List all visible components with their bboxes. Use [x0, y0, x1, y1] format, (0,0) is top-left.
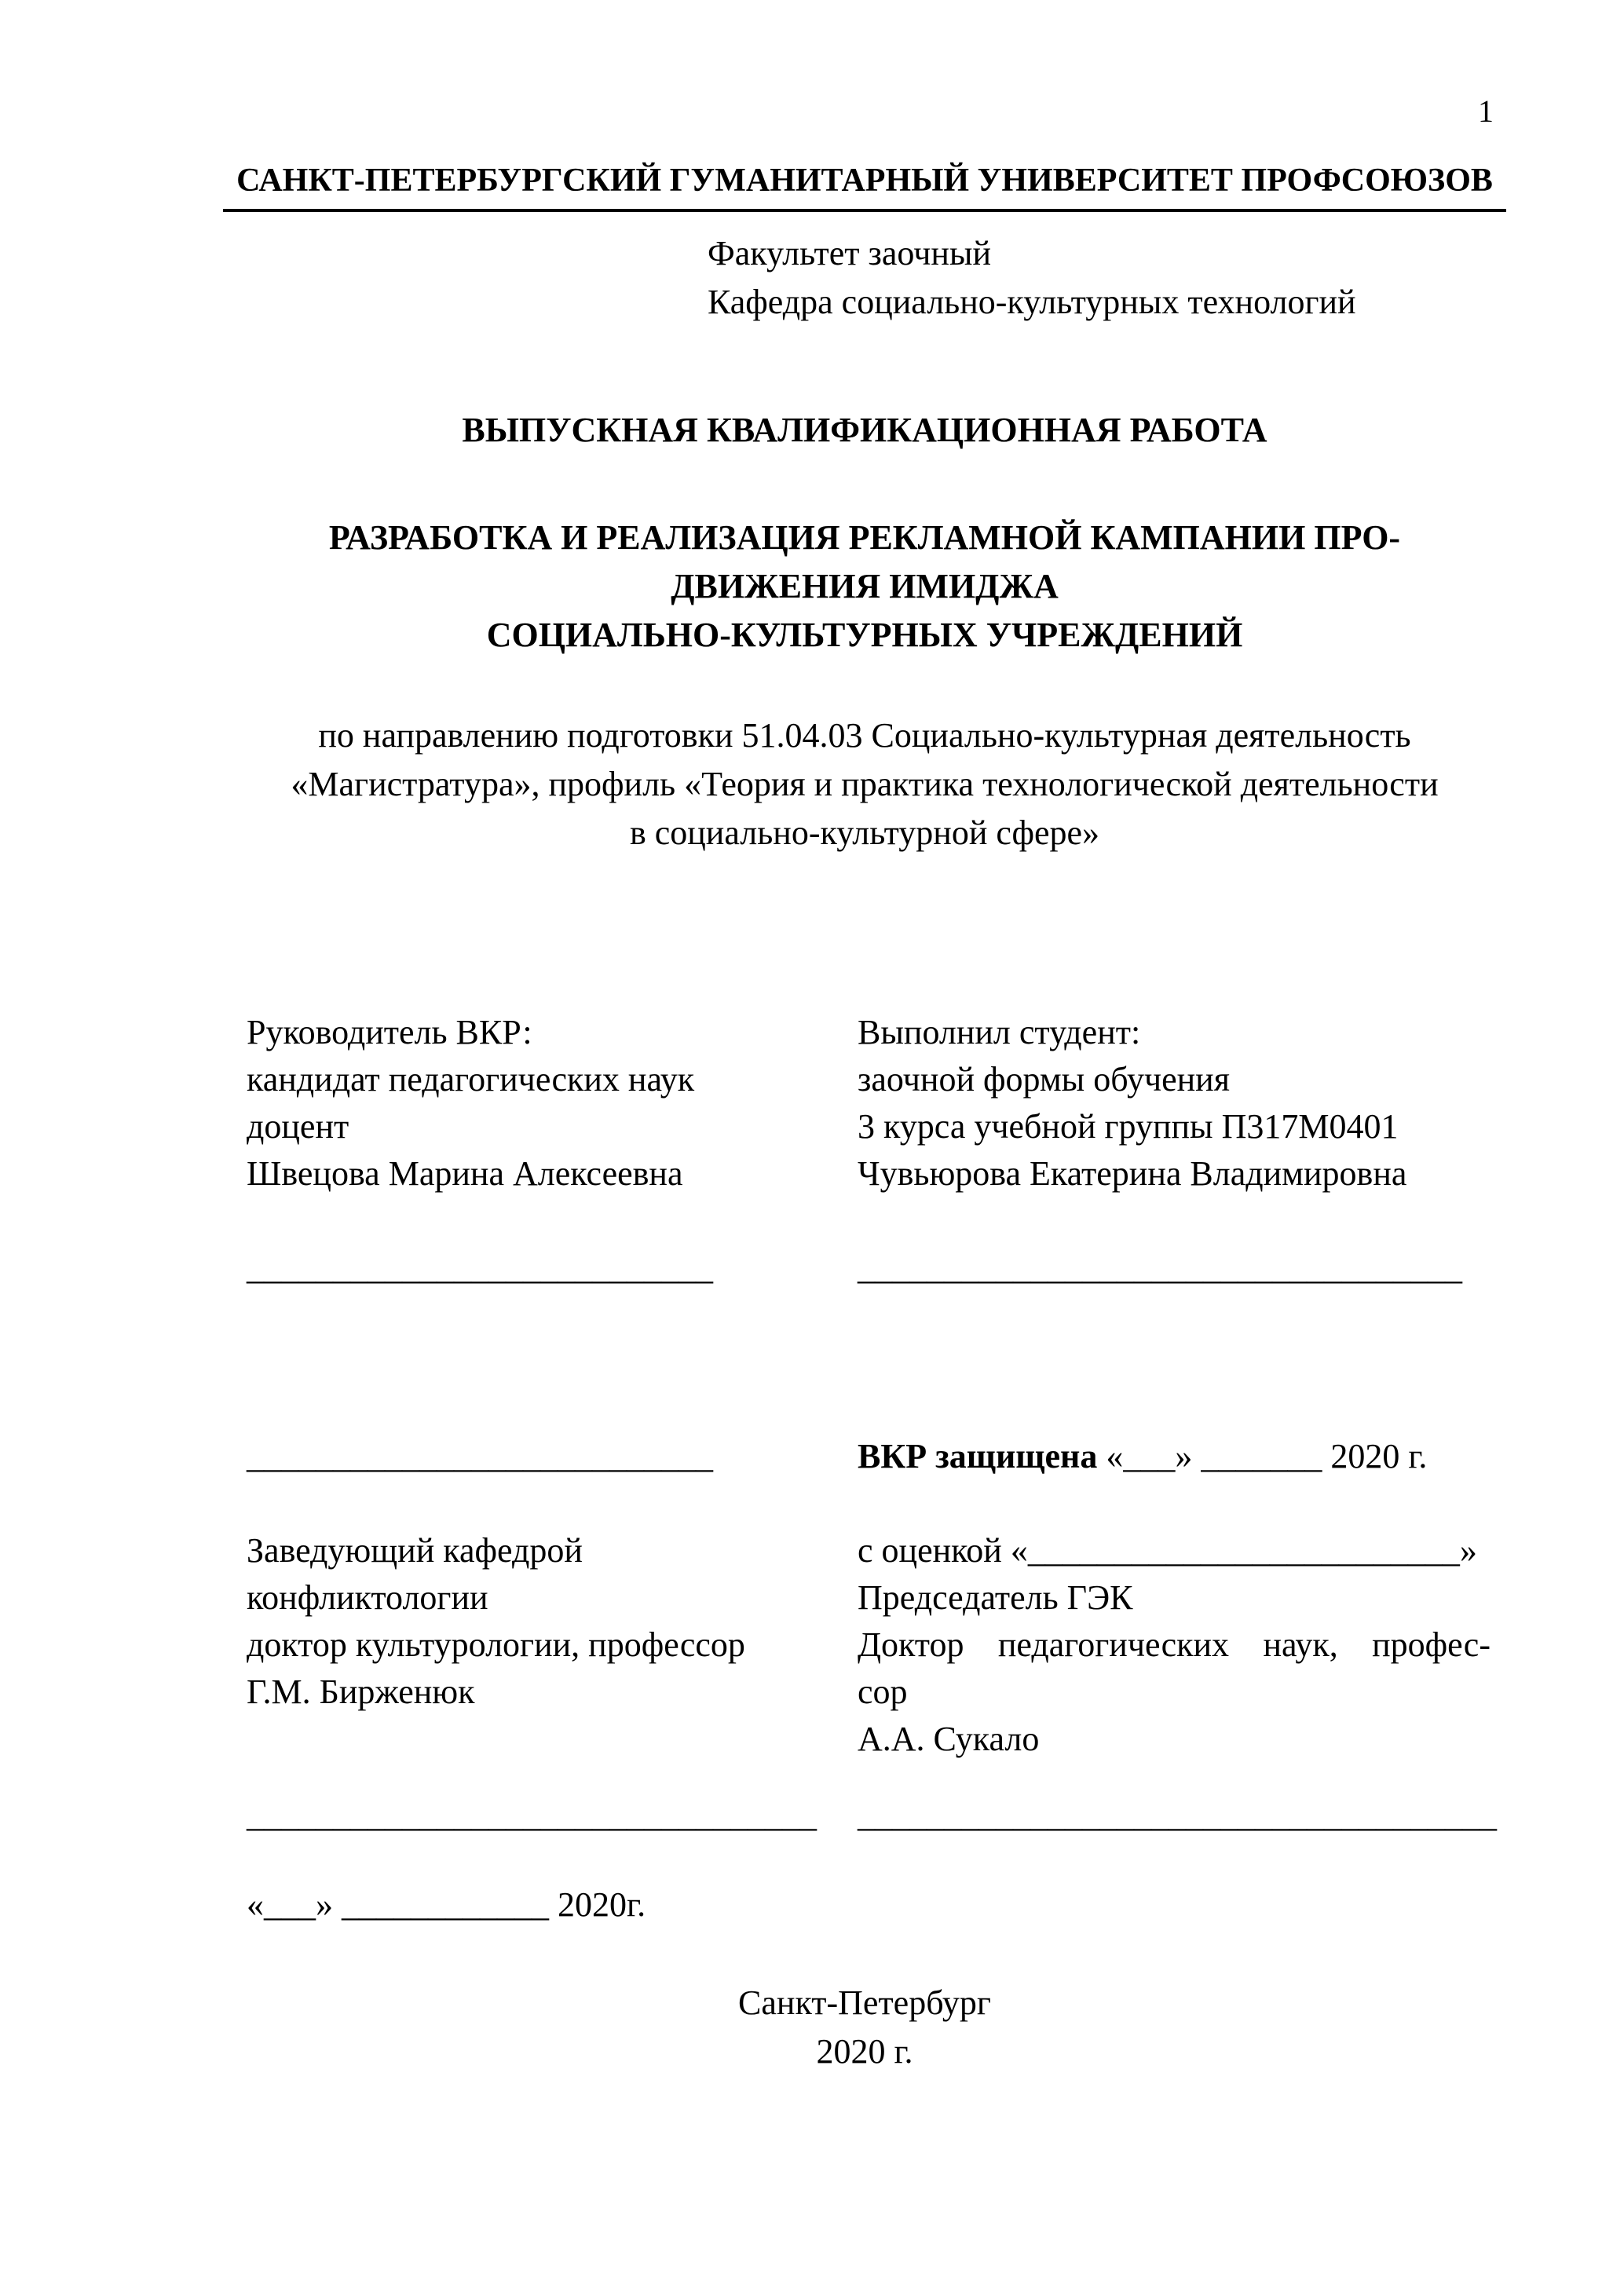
- department-line: Кафедра социально-культурных технологий: [708, 283, 1356, 321]
- student-study-form: заочной формы обучения: [858, 1060, 1230, 1099]
- year-line: 2020 г.: [816, 2032, 913, 2071]
- spacer: [858, 1480, 1490, 1527]
- program-line: по направлению подготовки 51.04.03 Социально-культурная деятельность: [318, 716, 1411, 755]
- program-line: «Магистратура», профиль «Теория и практика технологической деятельности: [291, 765, 1439, 803]
- thesis-title-line: ДВИЖЕНИЯ ИМИДЖА: [671, 567, 1059, 605]
- committee-chair-label: Председатель ГЭК: [858, 1578, 1133, 1617]
- spacer: [247, 1197, 843, 1245]
- thesis-title-line: РАЗРАБОТКА И РЕАЛИЗАЦИЯ РЕКЛАМНОЙ КАМПАНИИ ПРО-: [328, 518, 1401, 557]
- supervisor-signature-line-1: ___________________________: [247, 1249, 713, 1287]
- spacer: [858, 1197, 1490, 1245]
- department-head-title-line: конфликтологии: [247, 1578, 488, 1617]
- thesis-title: [223, 514, 1506, 660]
- student-column: [858, 1009, 1490, 1763]
- defense-label: ВКР защищена: [858, 1437, 1098, 1475]
- spacer: [247, 1292, 843, 1433]
- university-name-header: САНКТ-ПЕТЕРБУРГСКИЙ ГУМАНИТАРНЫЙ УНИВЕРСИТЕТ ПРОФСОЮЗОВ: [223, 162, 1506, 212]
- department-head-name: Г.М. Бирженюк: [247, 1673, 475, 1711]
- faculty-line: Факультет заочный: [708, 234, 992, 272]
- supervisor-degree: кандидат педагогических наук: [247, 1060, 695, 1099]
- student-name: Чувьюрова Екатерина Владимировна: [858, 1154, 1407, 1193]
- committee-chair-degree-line: Доктор педагогических наук, профес-: [858, 1625, 1490, 1664]
- supervisor-name: Швецова Марина Алексеевна: [247, 1154, 683, 1193]
- date-blank-line: «___» ____________ 2020г.: [247, 1885, 646, 1924]
- grade-line: с оценкой «_________________________»: [858, 1531, 1477, 1570]
- city-year-block: [223, 1979, 1506, 2076]
- supervisor-position: доцент: [247, 1107, 349, 1146]
- faculty-department-block: [708, 229, 1356, 327]
- committee-chair-degree-line: сор: [858, 1673, 908, 1711]
- defense-date-line: [858, 1433, 1490, 1480]
- work-type-heading: ВЫПУСКНАЯ КВАЛИФИКАЦИОННАЯ РАБОТА: [462, 411, 1267, 449]
- city-line: Санкт-Петербург: [738, 1983, 991, 2022]
- footer-signature-line-left: _________________________________: [247, 1796, 817, 1834]
- program-description: [223, 711, 1506, 857]
- student-label: Выполнил студент:: [858, 1013, 1141, 1051]
- supervisor-label: Руководитель ВКР:: [247, 1013, 532, 1051]
- thesis-title-line: СОЦИАЛЬНО-КУЛЬТУРНЫХ УЧРЕЖДЕНИЙ: [486, 616, 1243, 654]
- footer-signature-line-right: _____________________________________: [858, 1796, 1497, 1834]
- department-head-degree: доктор культурологии, профессор: [247, 1625, 745, 1664]
- page-number: 1: [1478, 93, 1494, 129]
- program-line: в социально-культурной сфере»: [629, 813, 1100, 852]
- supervisor-signature-line-2: ___________________________: [247, 1437, 713, 1475]
- defense-date-blank: «___» _______ 2020 г.: [1097, 1437, 1428, 1475]
- spacer: [858, 1292, 1490, 1433]
- supervisor-column: [247, 1009, 843, 1716]
- spacer: [247, 1480, 843, 1527]
- department-head-title-line: Заведующий кафедрой: [247, 1531, 583, 1570]
- committee-chair-name: А.А. Сукало: [858, 1720, 1040, 1758]
- student-signature-line: ___________________________________: [858, 1249, 1462, 1287]
- student-group: 3 курса учебной группы П317М0401: [858, 1107, 1399, 1146]
